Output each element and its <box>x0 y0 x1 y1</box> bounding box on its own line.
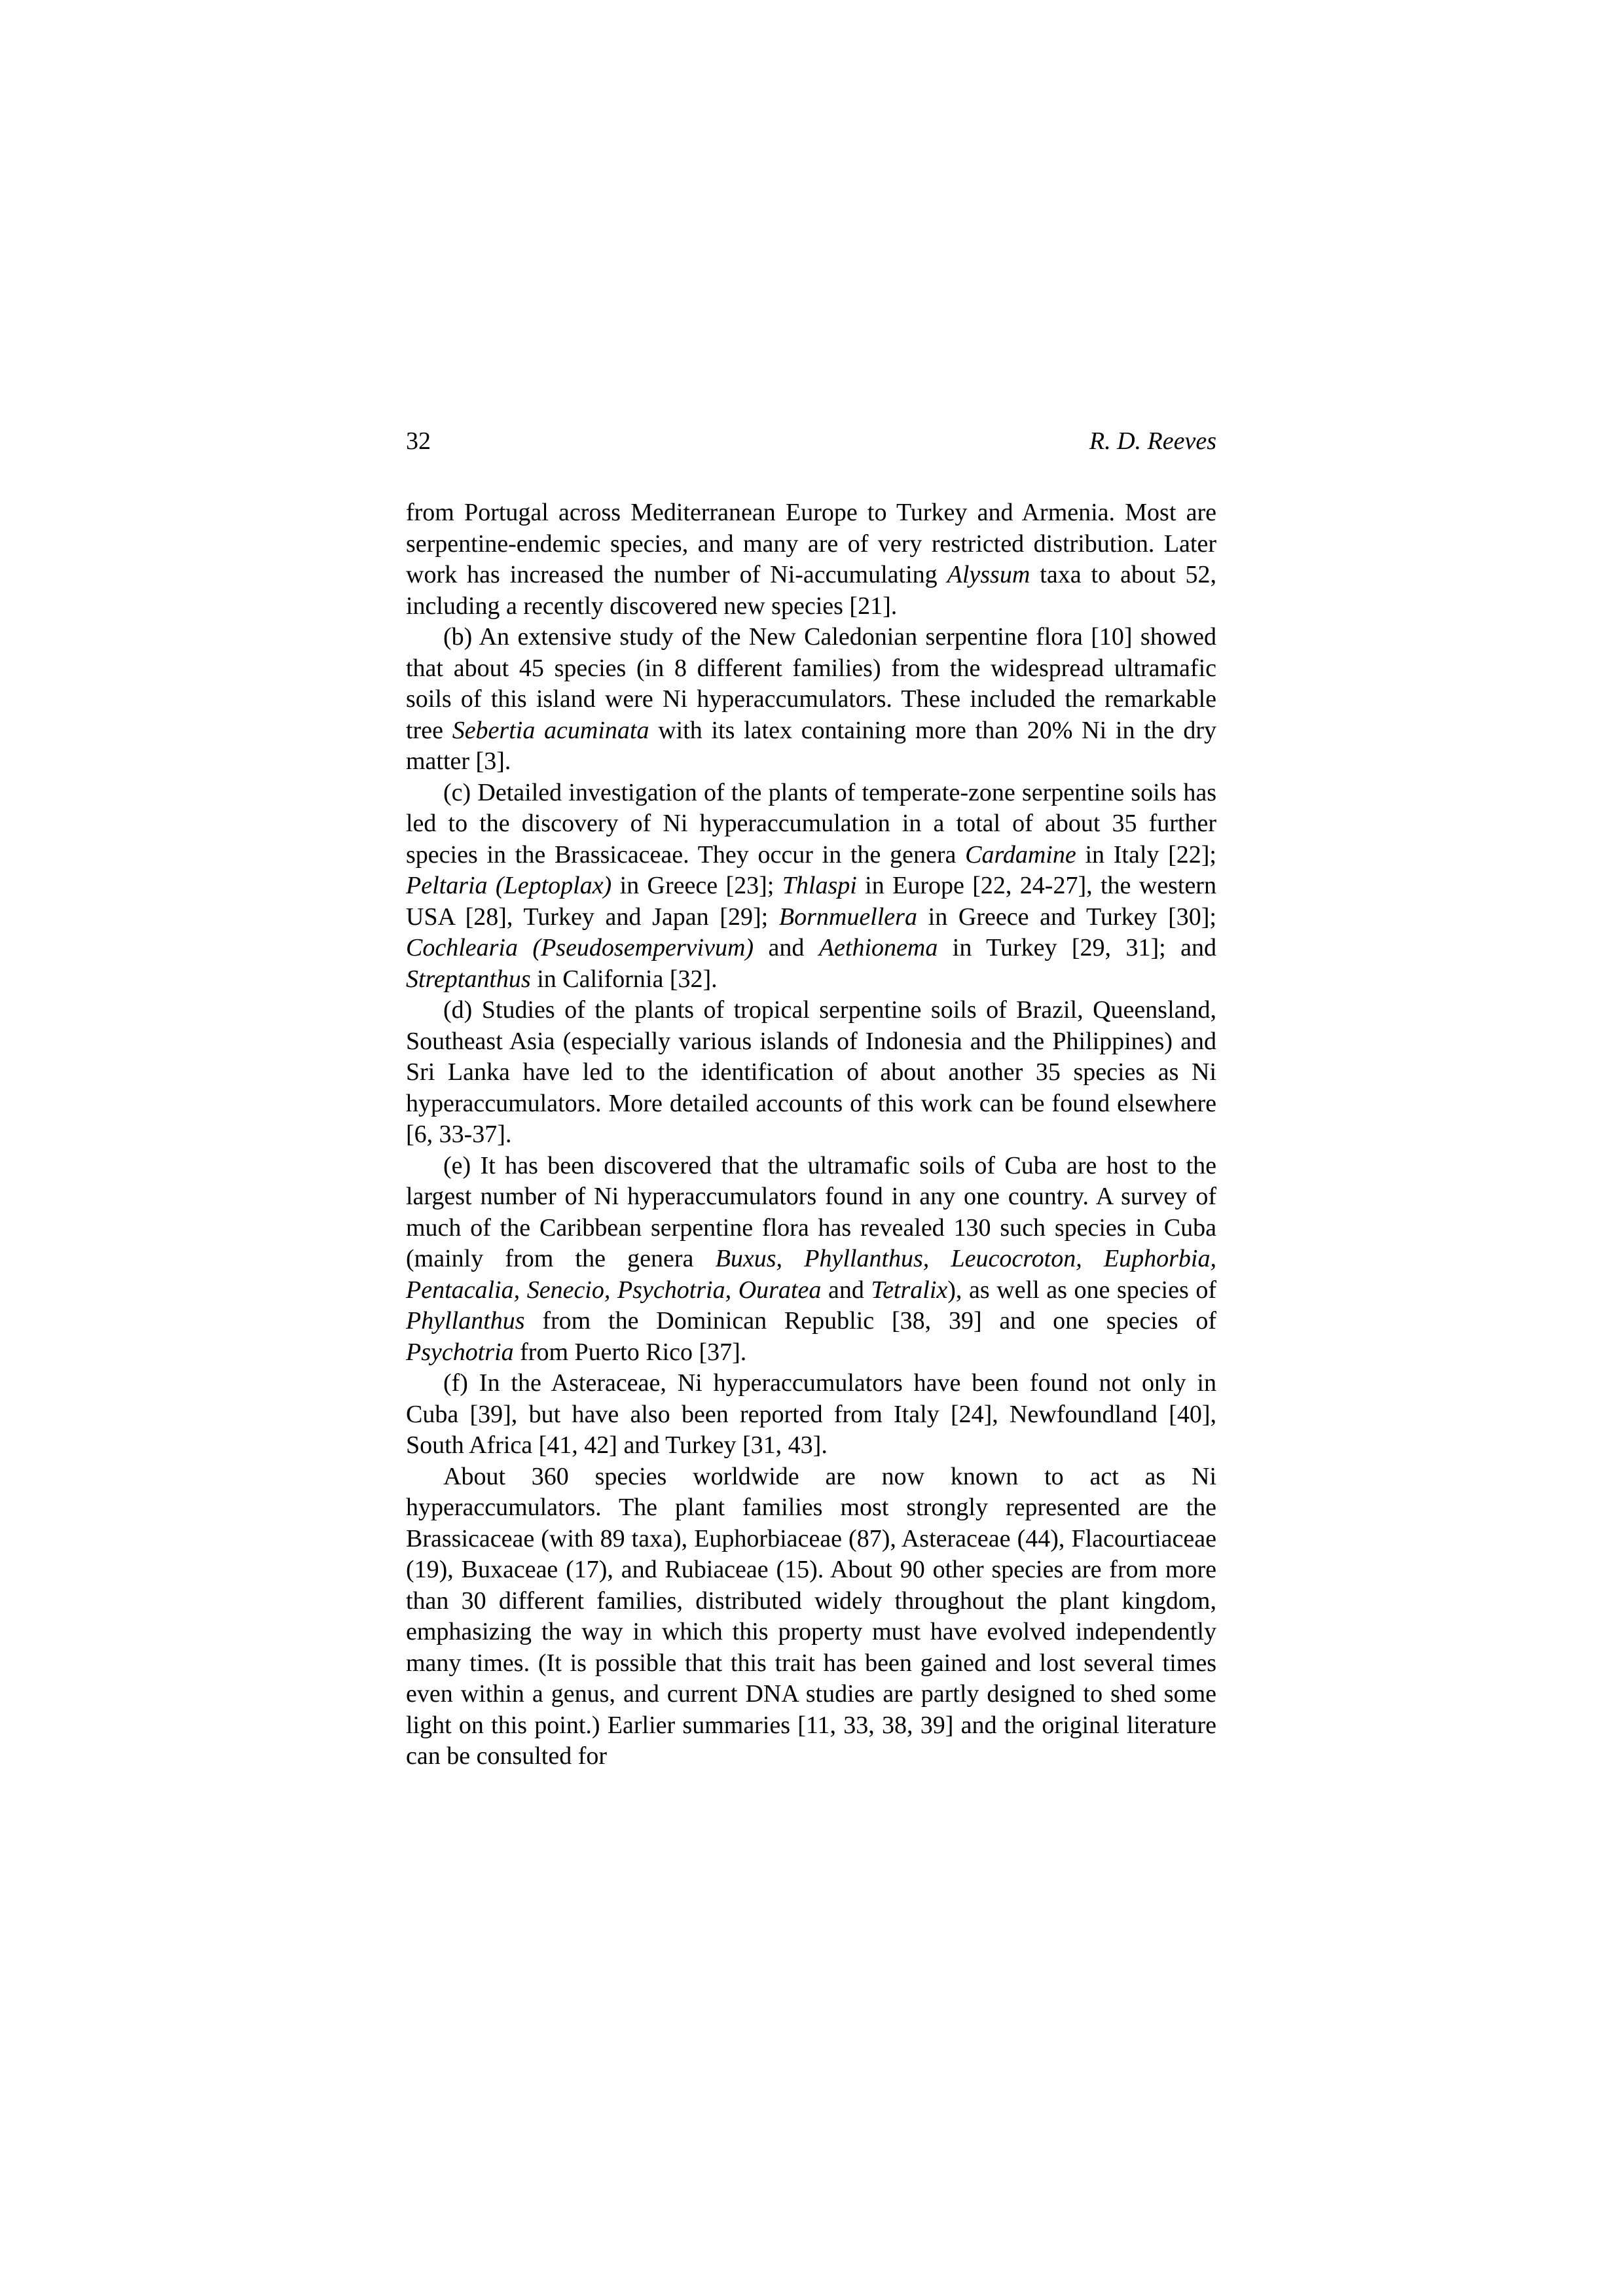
paragraph-3 <box>406 778 1216 996</box>
text-run: and <box>754 934 819 961</box>
text-run: in Turkey [29, 31]; and <box>938 934 1216 961</box>
text-run: and <box>821 1276 871 1304</box>
italic-text: Aethionema <box>818 934 938 961</box>
italic-text: Tetralix <box>871 1276 948 1304</box>
italic-text: Alyssum <box>947 561 1030 588</box>
text-run: About 360 species worldwide are now known to act as Ni hyperaccumulators. The plant families most strongly represented are the Brassicaceae (with 89 taxa), Euphorbiaceae (87), Asteraceae (44), Flacourtiaceae (19), Buxaceae (17), and Rubiaceae (15). About 90 other species are from more than 30 different families, distributed widely throughout the plant kingdom, emphasizing the way in which this property must have evolved independently many times. (It is possible that this trait has been gained and lost several times even within a genus, and current DNA studies are partly designed to shed some light on this point.) Earlier summaries [11, 33, 38, 39] and the original literature can be consulted for <box>406 1462 1216 1770</box>
paragraph-2 <box>406 622 1216 778</box>
text-run: in Greece and Turkey [30]; <box>917 903 1216 931</box>
running-head-author: R. D. Reeves <box>1089 427 1216 455</box>
text-run: from the Dominican Republic [38, 39] and one species of <box>524 1307 1216 1335</box>
italic-text: Peltaria (Leptoplax) <box>406 872 612 899</box>
italic-text: Phyllanthus <box>406 1307 525 1335</box>
body-text <box>406 497 1216 1772</box>
text-run: from Puerto Rico [37]. <box>513 1338 747 1366</box>
text-run: in California [32]. <box>530 965 718 993</box>
text-run: in Greece [23]; <box>611 872 782 899</box>
italic-text: Bornmuellera <box>778 903 917 931</box>
text-run: (c) Detailed investigation of the plants of temperate-zone serpentine soils has led to the discovery of Ni hyperaccumulation in a total of about 35 further species in the Brassicaceae. They occur in the genera <box>406 778 1216 869</box>
text-run: with its latex containing more than 20% Ni in the dry matter [3]. <box>406 716 1217 775</box>
text-run: (f) In the Asteraceae, Ni hyperaccumulators have been found not only in Cuba [39], but have also been reported from Italy [24], Newfoundland [40], South Africa [41, 42] and Turkey [31, 43]. <box>406 1369 1216 1459</box>
running-header <box>406 425 1216 457</box>
paragraph-1 <box>406 497 1216 622</box>
paragraph-7 <box>406 1462 1216 1772</box>
italic-text: Thlaspi <box>782 872 857 899</box>
italic-text: Buxus, Phyllanthus, Leucocroton, Euphorbia, Pentacalia, Senecio, Psychotria, Ouratea <box>406 1245 1216 1304</box>
italic-text: Cardamine <box>965 840 1076 869</box>
text-run: taxa to about 52, including a recently discovered new species [21]. <box>406 561 1216 620</box>
text-run: (b) An extensive study of the New Caledonian serpentine flora [10] showed that about 45 species (in 8 different families) from the widespread ultramafic soils of this island were Ni hyperaccumulators. These included the remarkable tree <box>406 623 1216 744</box>
italic-text: Sebertia acuminata <box>452 716 649 744</box>
italic-text: Psychotria <box>406 1338 514 1366</box>
paragraph-4 <box>406 995 1216 1151</box>
text-run: in Italy [22]; <box>1076 840 1216 869</box>
text-run: from Portugal across Mediterranean Europe to Turkey and Armenia. Most are serpentine-endemic species, and many are of very restricted distribution. Later work has increased the number of Ni-accumulating <box>406 499 1216 588</box>
page-number: 32 <box>406 427 431 455</box>
text-run: (e) It has been discovered that the ultramafic soils of Cuba are host to the largest number of Ni hyperaccumulators found in any one country. A survey of much of the Caribbean serpentine flora has revealed 130 such species in Cuba (mainly from the genera <box>406 1151 1216 1272</box>
text-run: (d) Studies of the plants of tropical serpentine soils of Brazil, Queensland, Southeast Asia (especially various islands of Indonesia and the Philippines) and Sri Lanka have led to the identification of about another 35 species as Ni hyperaccumulators. More detailed accounts of this work can be found elsewhere [6, 33-37]. <box>406 996 1216 1148</box>
italic-text: Cochlearia (Pseudosempervivum) <box>406 934 754 961</box>
paragraph-6 <box>406 1368 1216 1462</box>
text-run: in Europe [22, 24-27], the western USA [28], Turkey and Japan [29]; <box>406 872 1216 931</box>
paragraph-5 <box>406 1151 1216 1369</box>
italic-text: Streptanthus <box>406 965 531 993</box>
text-run: ), as well as one species of <box>947 1276 1216 1304</box>
